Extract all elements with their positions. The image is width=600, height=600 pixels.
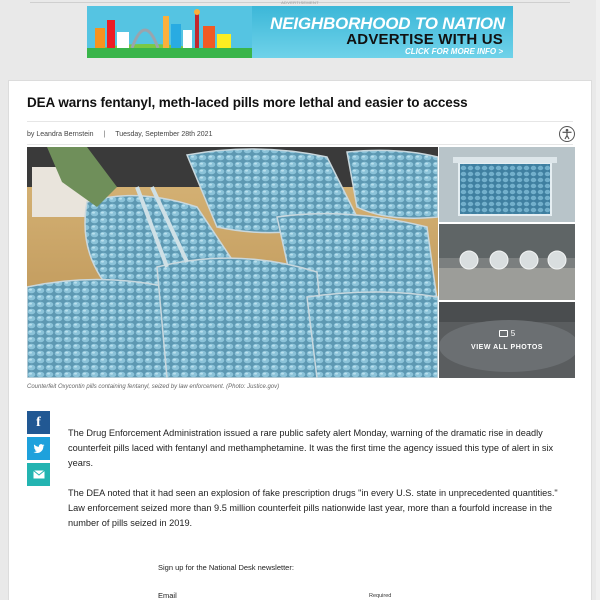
photo-count-value: 5 bbox=[510, 329, 516, 338]
accessibility-icon[interactable] bbox=[559, 126, 575, 142]
city-skyline-illustration bbox=[87, 6, 252, 58]
view-all-photos-label: VIEW ALL PHOTOS bbox=[471, 344, 543, 351]
pill-bags-photo bbox=[27, 147, 438, 378]
share-twitter-button[interactable] bbox=[27, 437, 50, 460]
ad-banner[interactable] bbox=[87, 6, 513, 58]
ad-headline: NEIGHBORHOOD TO NATION bbox=[270, 14, 505, 33]
main-photo[interactable] bbox=[27, 147, 438, 378]
ad-subheadline: ADVERTISE WITH US bbox=[346, 31, 503, 48]
publish-date: Tuesday, September 28th 2021 bbox=[115, 131, 213, 138]
divider bbox=[27, 121, 573, 122]
byline-prefix: by bbox=[27, 131, 35, 138]
twitter-icon bbox=[33, 444, 45, 454]
byline bbox=[27, 131, 212, 138]
newsletter-email-label: Email bbox=[158, 591, 177, 600]
share-facebook-button[interactable] bbox=[27, 411, 50, 434]
page-scrollbar[interactable] bbox=[596, 0, 600, 600]
newsletter-required-label: Required bbox=[369, 593, 392, 599]
photo-icon bbox=[499, 330, 508, 337]
view-all-photos-button[interactable] bbox=[439, 302, 575, 378]
photo-count bbox=[499, 329, 515, 338]
divider bbox=[27, 144, 573, 145]
gallery-thumbnail[interactable] bbox=[439, 224, 575, 300]
author-link[interactable]: Leandra Bernstein bbox=[36, 131, 94, 138]
article-card bbox=[8, 80, 592, 600]
facebook-icon: f bbox=[36, 414, 41, 430]
article-headline: DEA warns fentanyl, meth-laced pills more lethal and easier to access bbox=[27, 95, 468, 110]
byline-separator: | bbox=[103, 131, 106, 138]
ad-cta: CLICK FOR MORE INFO > bbox=[405, 47, 503, 56]
share-email-button[interactable] bbox=[27, 463, 50, 486]
envelope-icon bbox=[33, 470, 45, 479]
newsletter-title: Sign up for the National Desk newsletter: bbox=[158, 563, 294, 572]
article-paragraph: The Drug Enforcement Administration issued a rare public safety alert Monday, warning of the dramatic rise in deadly counterfeit pills laced with fentanyl and methamphetamine. It was the first time the agency issued this type of alert in six years. bbox=[68, 428, 554, 468]
photo-caption: Counterfeit Oxycontin pills containing fentanyl, seized by law enforcement. (Photo: Justice.gov) bbox=[27, 384, 280, 390]
article-paragraph: The DEA noted that it had seen an explosion of fake prescription drugs "in every U.S. state in unprecedented quantities." Law enforcement seized more than 9.5 million counterfeit pills nationwide last year, more than a fourfold increase in the number of pills seized in 2019. bbox=[68, 488, 558, 528]
advertisement-label: ADVERTISEMENT bbox=[0, 0, 600, 5]
gallery-thumbnail[interactable] bbox=[439, 147, 575, 222]
